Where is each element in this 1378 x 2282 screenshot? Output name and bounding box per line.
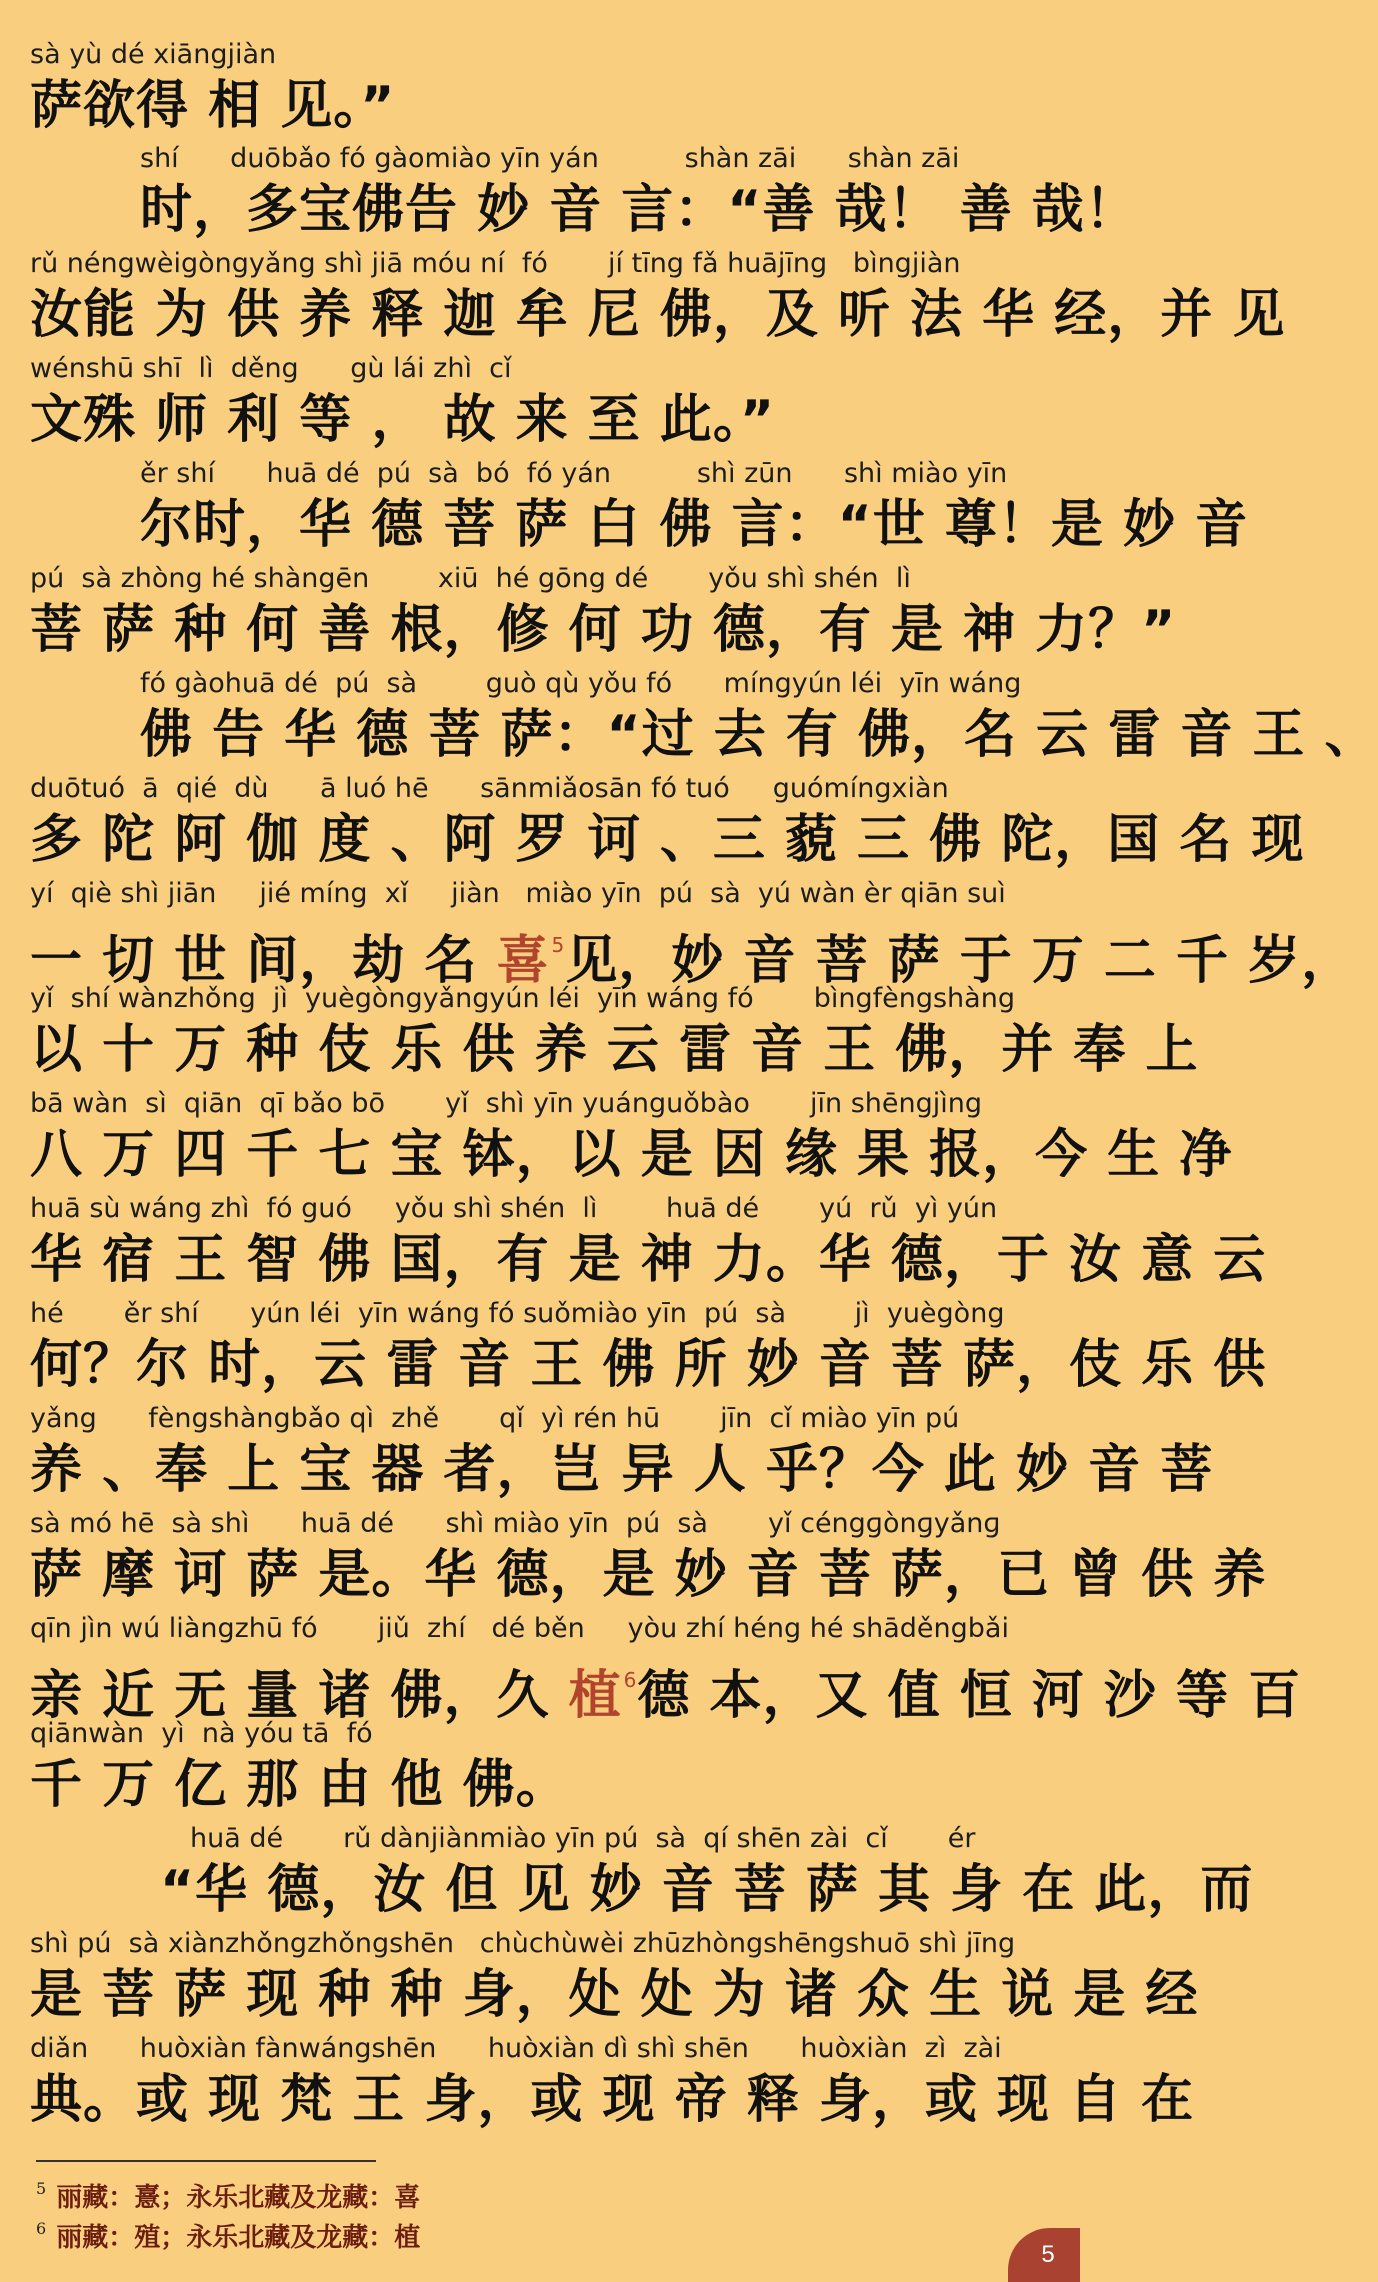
hanzi-line (30, 1648, 1302, 1728)
text-line-14 (30, 1402, 1214, 1502)
hanzi-line: 汝能 为 供 养 释 迦 牟 尼 佛，及 听 法 华 经，并 见 (30, 285, 1286, 345)
text-line-13 (30, 1297, 1267, 1397)
pinyin-line: hé ěr shí yún léi yīn wáng fó suǒmiào yīn pú sà jì yuègòng (30, 1298, 1005, 1329)
hanzi-line: 华 宿 王 智 佛 国，有 是 神 力。华 德，于 汝 意 云 (30, 1230, 1267, 1290)
text-line-19 (30, 1927, 1199, 2027)
pinyin-line: fó gàohuā dé pú sà guò qù yǒu fó míngyún léi yīn wáng (140, 668, 1022, 699)
text-line-7 (140, 667, 1378, 767)
annotated-char-text: 喜 (496, 931, 550, 991)
text-line-6 (30, 562, 1177, 662)
footnote-ref-6[interactable]: 6 (623, 1668, 638, 1692)
pinyin-line: sà yù dé xiāngjiàn (30, 39, 277, 70)
page-number-badge: 5 (1008, 2228, 1080, 2282)
hanzi-line: 菩 萨 种 何 善 根，修 何 功 德，有 是 神 力？” (30, 600, 1177, 660)
pinyin-line: wénshū shī lì děng gù lái zhì cǐ (30, 353, 512, 384)
hanzi-segment: 一 切 世 间，劫 名 (30, 931, 497, 991)
hanzi-segment: 亲 近 无 量 诸 佛，久 (30, 1666, 569, 1726)
pinyin-line: yǎng fèngshàngbǎo qì zhě qǐ yì rén hū jīn cǐ miào yīn pú (30, 1403, 960, 1434)
footnote-number: 5 (36, 2179, 47, 2198)
pinyin-line: huā dé rǔ dànjiànmiào yīn pú sà qí shēn zài cǐ ér (190, 1823, 976, 1854)
pinyin-line: diǎn huòxiàn fànwángshēn huòxiàn dì shì shēn huòxiàn zì zài (30, 2033, 1002, 2064)
pinyin-line: shì pú sà xiànzhǒngzhǒngshēn chùchùwèi zhūzhòngshēngshuō shì jīng (30, 1928, 1016, 1959)
hanzi-line: 是 菩 萨 现 种 种 身，处 处 为 诸 众 生 说 是 经 (30, 1965, 1199, 2025)
hanzi-line: 养 、奉 上 宝 器 者，岂 异 人 乎？今 此 妙 音 菩 (30, 1440, 1214, 1500)
text-line-1 (30, 38, 1050, 138)
text-line-12 (30, 1192, 1267, 1292)
pinyin-line: ěr shí huā dé pú sà bó fó yán shì zūn shì miào yīn (140, 458, 1008, 489)
text-line-10 (30, 982, 1199, 1082)
text-line-9 (30, 877, 1355, 991)
text-line-11 (30, 1087, 1233, 1187)
hanzi-line (30, 913, 1355, 993)
text-line-18 (160, 1822, 1254, 1922)
text-line-3 (30, 247, 1286, 347)
footnote-5 (36, 2172, 420, 2215)
text-line-16 (30, 1612, 1302, 1726)
hanzi-line: 千 万 亿 那 由 他 佛。 (30, 1755, 569, 1815)
footnote-number: 6 (36, 2219, 47, 2238)
hanzi-line: 文殊 师 利 等 ， 故 来 至 此。” (30, 390, 776, 450)
text-line-17 (30, 1717, 1050, 1817)
pinyin-line: pú sà zhòng hé shàngēn xiū hé gōng dé yǒu shì shén lì (30, 563, 911, 594)
hanzi-line: 尔时，华 德 菩 萨 白 佛 言：“世 尊！是 妙 音 (140, 495, 1249, 555)
hanzi-line: 萨欲得 相 见。” (30, 76, 396, 136)
text-line-4 (30, 352, 1050, 452)
pinyin-line: qīn jìn wú liàngzhū fó jiǔ zhí dé běn yòu zhí héng hé shāděngbǎi (30, 1613, 1009, 1644)
text-line-20 (30, 2032, 1195, 2132)
pinyin-line: yǐ shí wànzhǒng jì yuègòngyǎngyún léi yīn wáng fó bìngfèngshàng (30, 983, 1015, 1014)
text-line-15 (30, 1507, 1267, 1607)
pinyin-line: qiānwàn yì nà yóu tā fó (30, 1718, 373, 1749)
pinyin-line: shí duōbǎo fó gàomiào yīn yán shàn zāi shàn zāi (140, 143, 960, 174)
hanzi-line: 佛 告 华 德 菩 萨：“过 去 有 佛，名 云 雷 音 王 、 (140, 705, 1378, 765)
hanzi-line: 典。或 现 梵 王 身，或 现 帝 释 身，或 现 自 在 (30, 2070, 1195, 2130)
hanzi-line: 何？尔 时，云 雷 音 王 佛 所 妙 音 菩 萨，伎 乐 供 (30, 1335, 1267, 1395)
hanzi-segment: 见，妙 音 菩 萨 于 万 二 千 岁， (565, 931, 1355, 991)
hanzi-segment: 德 本，又 值 恒 河 沙 等 百 (637, 1666, 1302, 1726)
text-line-2 (140, 142, 1138, 242)
footnote-text: 丽藏：殖；永乐北藏及龙藏：植 (56, 2223, 421, 2253)
hanzi-line: 萨 摩 诃 萨 是。华 德，是 妙 音 菩 萨，已 曾 供 养 (30, 1545, 1267, 1605)
hanzi-line: 时，多宝佛告 妙 音 言：“善 哉！ 善 哉！ (140, 180, 1138, 240)
text-line-5 (140, 457, 1249, 557)
footnote-divider (36, 2160, 376, 2162)
pinyin-line: huā sù wáng zhì fó guó yǒu shì shén lì huā dé yú rǔ yì yún (30, 1193, 998, 1224)
pinyin-line: duōtuó ā qié dù ā luó hē sānmiǎosān fó tuó guómíngxiàn (30, 773, 949, 804)
footnote-ref-5[interactable]: 5 (551, 933, 566, 957)
pinyin-line: yí qiè shì jiān jié míng xǐ jiàn miào yīn pú sà yú wàn èr qiān suì (30, 878, 1006, 909)
hanzi-line: 多 陀 阿 伽 度 、阿 罗 诃 、三 藐 三 佛 陀，国 名 现 (30, 810, 1305, 870)
hanzi-line: 以 十 万 种 伎 乐 供 养 云 雷 音 王 佛，并 奉 上 (30, 1020, 1199, 1080)
hanzi-line: “华 德，汝 但 见 妙 音 菩 萨 其 身 在 此，而 (160, 1860, 1254, 1920)
annotated-char-text: 植 (568, 1666, 622, 1726)
text-line-8 (30, 772, 1305, 872)
footnote-6 (36, 2212, 420, 2255)
pinyin-line: bā wàn sì qiān qī bǎo bō yǐ shì yīn yuánguǒbào jīn shēngjìng (30, 1088, 982, 1119)
pinyin-line: sà mó hē sà shì huā dé shì miào yīn pú sà yǐ céngɡònɡyǎnɡ (30, 1508, 1001, 1539)
footnote-text: 丽藏：憙；永乐北藏及龙藏：喜 (56, 2183, 421, 2213)
hanzi-line: 八 万 四 千 七 宝 钵，以 是 因 缘 果 报，今 生 净 (30, 1125, 1233, 1185)
pinyin-line: rǔ néngwèigòngyǎng shì jiā móu ní fó jí tīng fǎ huājīng bìngjiàn (30, 248, 961, 279)
